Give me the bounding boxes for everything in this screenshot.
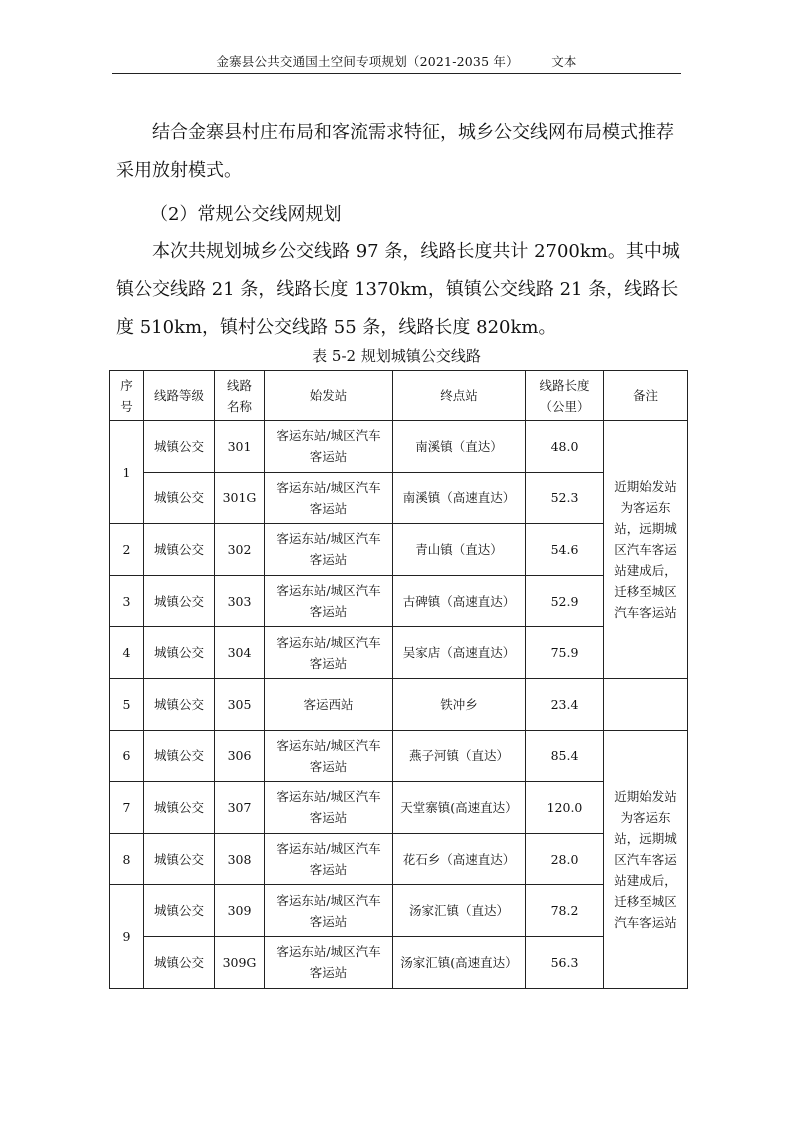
cell-seq: 3 [110,575,144,627]
cell-origin: 客运东站/城区汽车 客运站 [265,885,393,937]
cell-length: 85.4 [526,730,604,782]
cell-grade: 城镇公交 [144,575,215,627]
cell-remark: 近期始发站 为客运东 站，远期城 区汽车客运 站建成后， 迁移至城区 汽车客运站 [604,421,688,679]
cell-length: 28.0 [526,833,604,885]
cell-terminus: 汤家汇镇(高速直达） [393,936,526,988]
cell-terminus: 汤家汇镇（直达） [393,885,526,937]
cell-name: 309 [215,885,265,937]
col-origin: 始发站 [265,371,393,421]
cell-seq: 9 [110,885,144,988]
cell-grade: 城镇公交 [144,782,215,834]
cell-grade: 城镇公交 [144,678,215,730]
table-row [110,421,688,473]
cell-remark: 近期始发站 为客运东 站，远期城 区汽车客运 站建成后， 迁移至城区 汽车客运站 [604,730,688,988]
table-row [110,782,688,834]
table-row [110,730,688,782]
table-row [110,472,688,524]
cell-grade: 城镇公交 [144,524,215,576]
table-header-row [110,371,688,421]
cell-grade: 城镇公交 [144,472,215,524]
cell-name: 307 [215,782,265,834]
cell-length: 56.3 [526,936,604,988]
cell-grade: 城镇公交 [144,627,215,679]
cell-seq: 1 [110,421,144,524]
cell-name: 302 [215,524,265,576]
cell-seq: 7 [110,782,144,834]
section-heading: （2）常规公交线网规划 [150,204,342,225]
cell-seq: 5 [110,678,144,730]
col-terminus: 终点站 [393,371,526,421]
cell-terminus: 吴家店（高速直达） [393,627,526,679]
header-rule [112,73,681,74]
cell-seq: 2 [110,524,144,576]
cell-terminus: 南溪镇（直达） [393,421,526,473]
cell-origin: 客运东站/城区汽车 客运站 [265,627,393,679]
cell-name: 309G [215,936,265,988]
cell-length: 23.4 [526,678,604,730]
cell-seq: 8 [110,833,144,885]
col-name: 线路 名称 [215,371,265,421]
cell-name: 304 [215,627,265,679]
cell-name: 306 [215,730,265,782]
cell-origin: 客运东站/城区汽车 客运站 [265,421,393,473]
cell-terminus: 南溪镇（高速直达） [393,472,526,524]
cell-grade: 城镇公交 [144,885,215,937]
cell-origin: 客运东站/城区汽车 客运站 [265,833,393,885]
cell-origin: 客运东站/城区汽车 客运站 [265,730,393,782]
table-row [110,627,688,679]
table-row [110,885,688,937]
cell-terminus: 花石乡（高速直达） [393,833,526,885]
cell-origin: 客运西站 [265,678,393,730]
cell-terminus: 天堂寨镇(高速直达） [393,782,526,834]
cell-length: 78.2 [526,885,604,937]
table-row [110,575,688,627]
cell-length: 52.9 [526,575,604,627]
cell-name: 303 [215,575,265,627]
routes-table [109,370,688,989]
cell-name: 301G [215,472,265,524]
cell-origin: 客运东站/城区汽车 客运站 [265,782,393,834]
table-row [110,936,688,988]
col-length: 线路长度 （公里） [526,371,604,421]
paragraph-layout-mode: 结合金寨县村庄布局和客流需求特征，城乡公交线网布局模式推荐采用放射模式。 [116,122,674,181]
page-header [112,52,681,70]
cell-origin: 客运东站/城区汽车 客运站 [265,936,393,988]
cell-terminus: 青山镇（直达） [393,524,526,576]
cell-name: 301 [215,421,265,473]
cell-terminus: 铁冲乡 [393,678,526,730]
col-remark: 备注 [604,371,688,421]
table-row [110,678,688,730]
col-grade: 线路等级 [144,371,215,421]
cell-length: 75.9 [526,627,604,679]
cell-name: 308 [215,833,265,885]
cell-origin: 客运东站/城区汽车 客运站 [265,575,393,627]
cell-length: 52.3 [526,472,604,524]
cell-length: 48.0 [526,421,604,473]
cell-length: 120.0 [526,782,604,834]
cell-remark [604,678,688,730]
cell-seq: 6 [110,730,144,782]
cell-seq: 4 [110,627,144,679]
table-row [110,833,688,885]
col-seq: 序 号 [110,371,144,421]
cell-grade: 城镇公交 [144,730,215,782]
cell-grade: 城镇公交 [144,833,215,885]
cell-origin: 客运东站/城区汽车 客运站 [265,524,393,576]
table-row [110,524,688,576]
cell-terminus: 古碑镇（高速直达） [393,575,526,627]
cell-length: 54.6 [526,524,604,576]
cell-terminus: 燕子河镇（直达） [393,730,526,782]
header-title: 金寨县公共交通国土空间专项规划（2021-2035 年） [216,54,519,69]
cell-name: 305 [215,678,265,730]
cell-grade: 城镇公交 [144,421,215,473]
table-caption: 表 5-2 规划城镇公交线路 [312,347,481,365]
cell-grade: 城镇公交 [144,936,215,988]
header-section: 文本 [551,54,577,69]
paragraph-route-summary: 本次共规划城乡公交线路 97 条，线路长度共计 2700km。其中城镇公交线路 21 条，线路长度 1370km，镇镇公交线路 21 条，线路长度 510km，镇村公交线路 55 条，线路长度 820km。 [116,241,680,338]
cell-origin: 客运东站/城区汽车 客运站 [265,472,393,524]
